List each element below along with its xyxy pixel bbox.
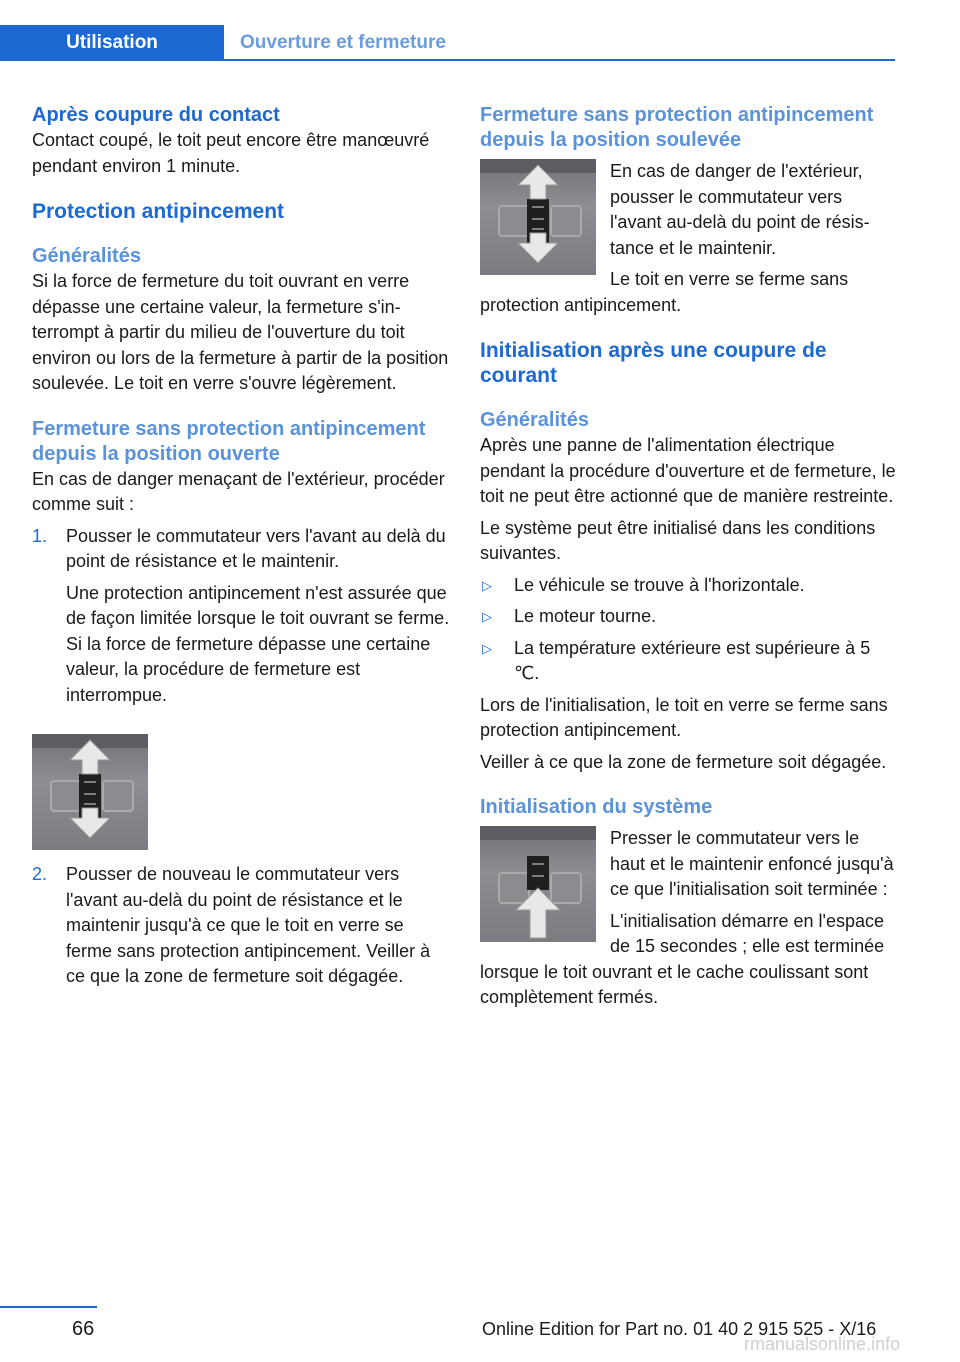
- footer-rule: [0, 1306, 97, 1308]
- list-item: [480, 573, 898, 599]
- heading-apres-coupure: Après coupure du contact: [32, 104, 280, 126]
- step-text: Pousser le commutateur vers l'avant au delà du point de résistance et le maintenir.: [66, 525, 446, 571]
- heading-fermeture-ouverte: Fermeture sans protection antipincement depuis la position ouverte: [32, 417, 426, 465]
- triangle-bullet-icon: ▷: [482, 609, 492, 624]
- page-number: 66: [72, 1318, 95, 1340]
- paragraph-contact: Contact coupé, le toit peut encore être manœuvré pendant environ 1 minute.: [32, 130, 430, 176]
- paragraph-conditions: Le système peut être initialisé dans les conditions suivantes.: [480, 517, 876, 563]
- paragraph-danger: En cas de danger menaçant de l'extérieur, procéder comme suit :: [32, 468, 445, 514]
- step-text: Pousser de nouveau le commutateur vers l'avant au-delà du point de résistance et le maintenir jusqu'à ce que le toit en verre se ferme sans protection antipincement. Veiller à ce que la zone de fermeture soit dégagée.: [66, 864, 431, 986]
- list-item: [32, 862, 450, 990]
- header-bar: [0, 25, 895, 61]
- step-number: 1.: [32, 525, 48, 546]
- triangle-bullet-icon: ▷: [482, 577, 492, 593]
- paragraph-generalites: Si la force de fermeture du toit ouvrant en verre dépasse une certaine valeur, la fermeture s'interrompt à partir du milieu de l'ouverture du toit environ ou lors de la fermeture à partir de la position soulevée. Le toit en verre s'ouvre légèrement.: [32, 271, 449, 393]
- triangle-bullet-icon: ▷: [482, 640, 492, 656]
- double-arrow-icon: [32, 734, 148, 850]
- switch-image-2: [480, 159, 596, 275]
- switch-image: [32, 734, 148, 850]
- list-item: [480, 604, 898, 630]
- section-tab: Ouverture et fermeture: [240, 32, 446, 53]
- chapter-tab: Utilisation: [0, 25, 224, 61]
- list-item: [480, 636, 898, 687]
- paragraph-soulevee-1: En cas de danger de l'extérieur, pousser le commutateur vers l'avant au-delà du point de résistance et le maintenir.: [610, 161, 870, 258]
- right-column: [480, 103, 898, 1011]
- heading-fermeture-soulevee: Fermeture sans protection antipincement depuis la position soulevée: [480, 104, 874, 151]
- condition-text: Le véhicule se trouve à l'horizontale.: [514, 574, 805, 595]
- paragraph-init-2: Veiller à ce que la zone de fermeture soit dégagée.: [480, 751, 887, 772]
- edition-text: Online Edition for Part no. 01 40 2 915 525 - X/16: [482, 1319, 877, 1339]
- heading-init-courant: Initialisation après une coupure de courant: [480, 339, 827, 387]
- heading-init-systeme: Initialisation du système: [480, 796, 713, 818]
- watermark-text: rmanualsonline.info: [744, 1334, 901, 1354]
- heading-generalites-2: Généralités: [480, 409, 589, 431]
- list-item: [32, 524, 450, 709]
- condition-text: La température extérieure est supérieure à 5 ℃.: [514, 637, 871, 683]
- press-up-arrow-icon: [480, 826, 596, 942]
- paragraph-panne: Après une panne de l'alimentation électrique pendant la procédure d'ouverture et de fermeture, le toit ne peut être actionné que de manière restreinte.: [480, 435, 896, 506]
- switch-image-3: [480, 826, 596, 942]
- steps-list-2: [32, 862, 450, 990]
- heading-generalites: Généralités: [32, 245, 141, 267]
- paragraph-presser: Presser le commutateur vers le haut et le maintenir enfoncé jusqu'à ce que l'initialisation soit terminée :: [610, 828, 894, 899]
- conditions-list: [480, 573, 898, 687]
- header-rule: [224, 59, 895, 61]
- paragraph-soulevee-2: Le toit en verre se ferme sans protection antipincement.: [480, 269, 849, 315]
- step-note: Une protection antipincement n'est assurée que de façon limitée lorsque le toit ouvrant se ferme. Si la force de fermeture dépasse une certaine valeur, la procédure de fermeture est interrompue.: [66, 582, 450, 705]
- paragraph-init-1: Lors de l'initialisation, le toit en verre se ferme sans protection antipincement.: [480, 694, 888, 740]
- double-arrow-icon: [480, 159, 596, 275]
- heading-protection: Protection antipincement: [32, 200, 285, 223]
- step-number: 2.: [32, 864, 48, 884]
- paragraph-demarre: L'initialisation démarre en l'espace de 15 secondes ; elle est terminée lorsque le toit ouvrant et le cache coulissant sont complètement fermés.: [480, 910, 885, 1007]
- left-column: [32, 103, 450, 990]
- condition-text: Le moteur tourne.: [514, 606, 657, 626]
- steps-list: [32, 524, 450, 709]
